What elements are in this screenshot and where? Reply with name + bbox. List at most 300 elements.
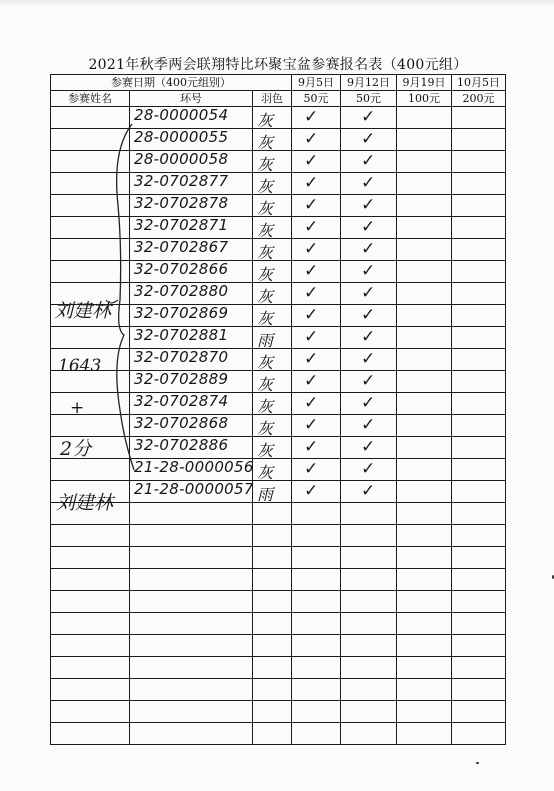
round3-cell xyxy=(397,657,452,679)
table-row xyxy=(51,679,506,701)
table-row xyxy=(51,613,506,635)
table-row xyxy=(51,129,506,151)
round3-cell xyxy=(397,503,452,525)
feather-cell xyxy=(253,305,292,327)
ring-cell xyxy=(130,657,253,679)
feather-cell xyxy=(253,261,292,283)
round3-cell xyxy=(397,437,452,459)
round1-cell xyxy=(292,261,341,283)
round2-cell xyxy=(341,723,397,745)
col-name-header: 参赛姓名 xyxy=(51,91,130,107)
check-mark-icon: ✓ xyxy=(361,393,376,413)
round3-cell xyxy=(397,173,452,195)
fee-header: 200元 xyxy=(452,91,506,107)
feather-color: 灰 xyxy=(257,309,274,328)
round4-cell xyxy=(452,569,506,591)
fee-header: 50元 xyxy=(341,91,397,107)
round2-cell xyxy=(341,503,397,525)
round2-cell xyxy=(341,657,397,679)
table-row xyxy=(51,459,506,481)
ring-number: 32-0702874 xyxy=(134,392,229,410)
round4-cell xyxy=(452,701,506,723)
feather-cell xyxy=(253,173,292,195)
round1-cell xyxy=(292,195,341,217)
round2-cell xyxy=(341,107,397,129)
round3-cell xyxy=(397,261,452,283)
round2-cell xyxy=(341,239,397,261)
feather-cell xyxy=(253,481,292,503)
feather-color: 灰 xyxy=(257,177,274,196)
round3-cell xyxy=(397,613,452,635)
feather-color: 灰 xyxy=(257,441,274,460)
check-mark-icon: ✓ xyxy=(304,305,319,325)
table-row xyxy=(51,657,506,679)
col-feather-header: 羽色 xyxy=(253,91,292,107)
ring-cell xyxy=(130,415,253,437)
round1-cell xyxy=(292,107,341,129)
round3-cell xyxy=(397,239,452,261)
scan-speck xyxy=(476,762,479,764)
round3-cell xyxy=(397,635,452,657)
round3-cell xyxy=(397,107,452,129)
feather-cell xyxy=(253,327,292,349)
ring-cell xyxy=(130,327,253,349)
ring-number: 28-0000054 xyxy=(134,106,229,124)
round2-cell xyxy=(341,283,397,305)
ring-cell xyxy=(130,679,253,701)
check-mark-icon: ✓ xyxy=(361,305,376,325)
date-header: 9月19日 xyxy=(397,75,452,91)
round2-cell xyxy=(341,415,397,437)
check-mark-icon: ✓ xyxy=(361,129,376,149)
round1-cell xyxy=(292,503,341,525)
round1-cell xyxy=(292,217,341,239)
round2-cell xyxy=(341,173,397,195)
round2-cell xyxy=(341,437,397,459)
table-row xyxy=(51,327,506,349)
round4-cell xyxy=(452,415,506,437)
round3-cell xyxy=(397,393,452,415)
round4-cell xyxy=(452,217,506,239)
round1-cell xyxy=(292,635,341,657)
check-mark-icon: ✓ xyxy=(304,173,319,193)
ring-cell xyxy=(130,613,253,635)
round3-cell xyxy=(397,525,452,547)
ring-cell xyxy=(130,239,253,261)
ring-number: 28-0000055 xyxy=(134,128,229,146)
table-row xyxy=(51,283,506,305)
fee-header: 100元 xyxy=(397,91,452,107)
ring-cell xyxy=(130,173,253,195)
round1-cell xyxy=(292,151,341,173)
name-cell xyxy=(51,151,130,173)
table-row xyxy=(51,371,506,393)
feather-cell xyxy=(253,701,292,723)
ring-cell xyxy=(130,459,253,481)
feather-cell xyxy=(253,679,292,701)
feather-color: 灰 xyxy=(257,397,274,416)
entry-table xyxy=(50,74,506,745)
table-row xyxy=(51,239,506,261)
ring-cell xyxy=(130,701,253,723)
table-row xyxy=(51,569,506,591)
signature-name: 刘建林 xyxy=(56,492,114,514)
feather-cell xyxy=(253,129,292,151)
feather-cell xyxy=(253,107,292,129)
round2-cell xyxy=(341,701,397,723)
table-row xyxy=(51,437,506,459)
round4-cell xyxy=(452,283,506,305)
ring-cell xyxy=(130,635,253,657)
round3-cell xyxy=(397,547,452,569)
check-mark-icon: ✓ xyxy=(304,437,319,457)
check-mark-icon: ✓ xyxy=(304,151,319,171)
date-header: 9月5日 xyxy=(292,75,341,91)
name-cell xyxy=(51,679,130,701)
round1-cell xyxy=(292,349,341,371)
table-row xyxy=(51,525,506,547)
name-cell xyxy=(51,459,130,481)
round2-cell xyxy=(341,393,397,415)
round1-cell xyxy=(292,679,341,701)
ring-cell xyxy=(130,129,253,151)
table-row xyxy=(51,261,506,283)
round2-cell xyxy=(341,679,397,701)
check-mark-icon: ✓ xyxy=(361,415,376,435)
signature-name: 刘建林 xyxy=(54,300,112,322)
ring-cell xyxy=(130,591,253,613)
signature-note: 2分 xyxy=(60,438,92,460)
scan-edge xyxy=(0,0,554,6)
check-mark-icon: ✓ xyxy=(304,393,319,413)
round4-cell xyxy=(452,459,506,481)
feather-cell xyxy=(253,349,292,371)
name-cell xyxy=(51,723,130,745)
name-cell xyxy=(51,393,130,415)
signature-note: 1643 xyxy=(58,356,102,376)
ring-cell xyxy=(130,107,253,129)
feather-color: 灰 xyxy=(257,375,274,394)
table-row xyxy=(51,217,506,239)
round4-cell xyxy=(452,525,506,547)
name-cell xyxy=(51,657,130,679)
ring-cell xyxy=(130,151,253,173)
feather-cell xyxy=(253,657,292,679)
feather-color: 雨 xyxy=(257,485,274,504)
round4-cell xyxy=(452,151,506,173)
feather-cell xyxy=(253,723,292,745)
check-mark-icon: ✓ xyxy=(304,481,319,501)
feather-cell xyxy=(253,393,292,415)
round4-cell xyxy=(452,349,506,371)
round4-cell xyxy=(452,613,506,635)
round4-cell xyxy=(452,393,506,415)
name-cell xyxy=(51,129,130,151)
round1-cell xyxy=(292,613,341,635)
round1-cell xyxy=(292,459,341,481)
table-row xyxy=(51,173,506,195)
table-row xyxy=(51,701,506,723)
feather-cell xyxy=(253,151,292,173)
check-mark-icon: ✓ xyxy=(361,151,376,171)
table-row xyxy=(51,107,506,129)
feather-color: 灰 xyxy=(257,287,274,306)
check-mark-icon: ✓ xyxy=(304,129,319,149)
name-cell xyxy=(51,195,130,217)
round3-cell xyxy=(397,305,452,327)
round4-cell xyxy=(452,305,506,327)
round3-cell xyxy=(397,349,452,371)
ring-number: 32-0702877 xyxy=(134,172,229,190)
round4-cell xyxy=(452,723,506,745)
table-row xyxy=(51,305,506,327)
round3-cell xyxy=(397,723,452,745)
name-cell xyxy=(51,327,130,349)
name-cell xyxy=(51,173,130,195)
feather-cell xyxy=(253,217,292,239)
round2-cell xyxy=(341,635,397,657)
feather-color: 灰 xyxy=(257,353,274,372)
round3-cell xyxy=(397,481,452,503)
round1-cell xyxy=(292,393,341,415)
check-mark-icon: ✓ xyxy=(361,349,376,369)
check-mark-icon: ✓ xyxy=(361,481,376,501)
col-ring-header: 环号 xyxy=(130,91,253,107)
round3-cell xyxy=(397,679,452,701)
check-mark-icon: ✓ xyxy=(361,437,376,457)
ring-cell xyxy=(130,371,253,393)
table-row xyxy=(51,591,506,613)
name-cell xyxy=(51,591,130,613)
round1-cell xyxy=(292,371,341,393)
round2-cell xyxy=(341,569,397,591)
ring-number: 32-0702870 xyxy=(134,348,229,366)
ring-number: 28-0000058 xyxy=(134,150,229,168)
table-row xyxy=(51,415,506,437)
feather-cell xyxy=(253,635,292,657)
ring-cell xyxy=(130,349,253,371)
round1-cell xyxy=(292,525,341,547)
feather-cell xyxy=(253,239,292,261)
round4-cell xyxy=(452,635,506,657)
date-header: 9月12日 xyxy=(341,75,397,91)
name-cell xyxy=(51,635,130,657)
check-mark-icon: ✓ xyxy=(361,239,376,259)
name-cell xyxy=(51,239,130,261)
round4-cell xyxy=(452,173,506,195)
ring-number: 21-28-0000057 xyxy=(134,480,254,498)
ring-cell xyxy=(130,261,253,283)
feather-color: 灰 xyxy=(257,111,274,130)
name-cell xyxy=(51,107,130,129)
feather-cell xyxy=(253,613,292,635)
round3-cell xyxy=(397,327,452,349)
ring-number: 32-0702880 xyxy=(134,282,229,300)
round4-cell xyxy=(452,129,506,151)
round4-cell xyxy=(452,239,506,261)
round2-cell xyxy=(341,151,397,173)
round2-cell xyxy=(341,459,397,481)
ring-cell xyxy=(130,525,253,547)
ring-number: 32-0702881 xyxy=(134,326,229,344)
feather-color: 灰 xyxy=(257,463,274,482)
check-mark-icon: ✓ xyxy=(361,217,376,237)
round1-cell xyxy=(292,129,341,151)
round1-cell xyxy=(292,415,341,437)
round4-cell xyxy=(452,657,506,679)
round3-cell xyxy=(397,283,452,305)
check-mark-icon: ✓ xyxy=(304,107,319,127)
round2-cell xyxy=(341,481,397,503)
check-mark-icon: ✓ xyxy=(304,415,319,435)
header-row-dates xyxy=(51,75,506,91)
round3-cell xyxy=(397,415,452,437)
table-row xyxy=(51,481,506,503)
ring-number: 32-0702886 xyxy=(134,436,229,454)
round1-cell xyxy=(292,591,341,613)
table-row xyxy=(51,503,506,525)
check-mark-icon: ✓ xyxy=(304,459,319,479)
ring-number: 32-0702868 xyxy=(134,414,229,432)
round4-cell xyxy=(452,195,506,217)
round1-cell xyxy=(292,327,341,349)
page-title: 2021年秋季两会联翔特比环聚宝盆参赛报名表（400元组） xyxy=(88,57,468,73)
feather-cell xyxy=(253,525,292,547)
round4-cell xyxy=(452,261,506,283)
round2-cell xyxy=(341,613,397,635)
check-mark-icon: ✓ xyxy=(361,107,376,127)
round3-cell xyxy=(397,371,452,393)
table-row xyxy=(51,349,506,371)
feather-color: 灰 xyxy=(257,155,274,174)
check-mark-icon: ✓ xyxy=(361,371,376,391)
round2-cell xyxy=(341,217,397,239)
ring-cell xyxy=(130,569,253,591)
ring-cell xyxy=(130,217,253,239)
round2-cell xyxy=(341,349,397,371)
feather-cell xyxy=(253,283,292,305)
check-mark-icon: ✓ xyxy=(361,261,376,281)
check-mark-icon: ✓ xyxy=(361,173,376,193)
feather-color: 灰 xyxy=(257,419,274,438)
round4-cell xyxy=(452,503,506,525)
ring-cell xyxy=(130,723,253,745)
round4-cell xyxy=(452,437,506,459)
round2-cell xyxy=(341,327,397,349)
check-mark-icon: ✓ xyxy=(304,371,319,391)
feather-cell xyxy=(253,371,292,393)
ring-cell xyxy=(130,195,253,217)
round4-cell xyxy=(452,327,506,349)
feather-color: 雨 xyxy=(257,331,274,350)
round1-cell xyxy=(292,481,341,503)
round1-cell xyxy=(292,437,341,459)
round1-cell xyxy=(292,173,341,195)
feather-color: 灰 xyxy=(257,133,274,152)
round2-cell xyxy=(341,371,397,393)
check-mark-icon: ✓ xyxy=(361,327,376,347)
round1-cell xyxy=(292,547,341,569)
fee-header: 50元 xyxy=(292,91,341,107)
name-cell xyxy=(51,217,130,239)
round1-cell xyxy=(292,657,341,679)
check-mark-icon: ✓ xyxy=(304,261,319,281)
feather-cell xyxy=(253,547,292,569)
round1-cell xyxy=(292,701,341,723)
table-row xyxy=(51,547,506,569)
round4-cell xyxy=(452,481,506,503)
entry-body xyxy=(51,107,506,745)
check-mark-icon: ✓ xyxy=(304,195,319,215)
feather-cell xyxy=(253,437,292,459)
round3-cell xyxy=(397,701,452,723)
round1-cell xyxy=(292,283,341,305)
date-header: 10月5日 xyxy=(452,75,506,91)
round3-cell xyxy=(397,459,452,481)
check-mark-icon: ✓ xyxy=(304,349,319,369)
name-cell xyxy=(51,613,130,635)
ring-cell xyxy=(130,547,253,569)
feather-cell xyxy=(253,591,292,613)
ring-number: 32-0702869 xyxy=(134,304,229,322)
round2-cell xyxy=(341,547,397,569)
ring-cell xyxy=(130,393,253,415)
round2-cell xyxy=(341,591,397,613)
round3-cell xyxy=(397,217,452,239)
round1-cell xyxy=(292,305,341,327)
table-row xyxy=(51,195,506,217)
round2-cell xyxy=(341,305,397,327)
round3-cell xyxy=(397,151,452,173)
round4-cell xyxy=(452,679,506,701)
check-mark-icon: ✓ xyxy=(304,283,319,303)
feather-cell xyxy=(253,503,292,525)
feather-cell xyxy=(253,569,292,591)
name-cell xyxy=(51,261,130,283)
ring-cell xyxy=(130,481,253,503)
check-mark-icon: ✓ xyxy=(361,459,376,479)
ring-number: 32-0702866 xyxy=(134,260,229,278)
feather-cell xyxy=(253,459,292,481)
check-mark-icon: ✓ xyxy=(361,283,376,303)
round4-cell xyxy=(452,371,506,393)
table-row xyxy=(51,151,506,173)
ring-cell xyxy=(130,503,253,525)
round2-cell xyxy=(341,525,397,547)
round2-cell xyxy=(341,195,397,217)
round3-cell xyxy=(397,129,452,151)
header-row-columns xyxy=(51,91,506,107)
ring-number: 21-28-0000056 xyxy=(134,458,254,476)
feather-cell xyxy=(253,195,292,217)
ring-cell xyxy=(130,305,253,327)
feather-color: 灰 xyxy=(257,243,274,262)
check-mark-icon: ✓ xyxy=(361,195,376,215)
name-cell xyxy=(51,569,130,591)
round1-cell xyxy=(292,569,341,591)
feather-color: 灰 xyxy=(257,221,274,240)
check-mark-icon: ✓ xyxy=(304,217,319,237)
check-mark-icon: ✓ xyxy=(304,327,319,347)
group-label: 参赛日期（400元组别） xyxy=(51,75,292,91)
ring-number: 32-0702889 xyxy=(134,370,229,388)
feather-cell xyxy=(253,415,292,437)
round2-cell xyxy=(341,261,397,283)
round1-cell xyxy=(292,723,341,745)
round3-cell xyxy=(397,195,452,217)
ring-cell xyxy=(130,283,253,305)
round3-cell xyxy=(397,569,452,591)
